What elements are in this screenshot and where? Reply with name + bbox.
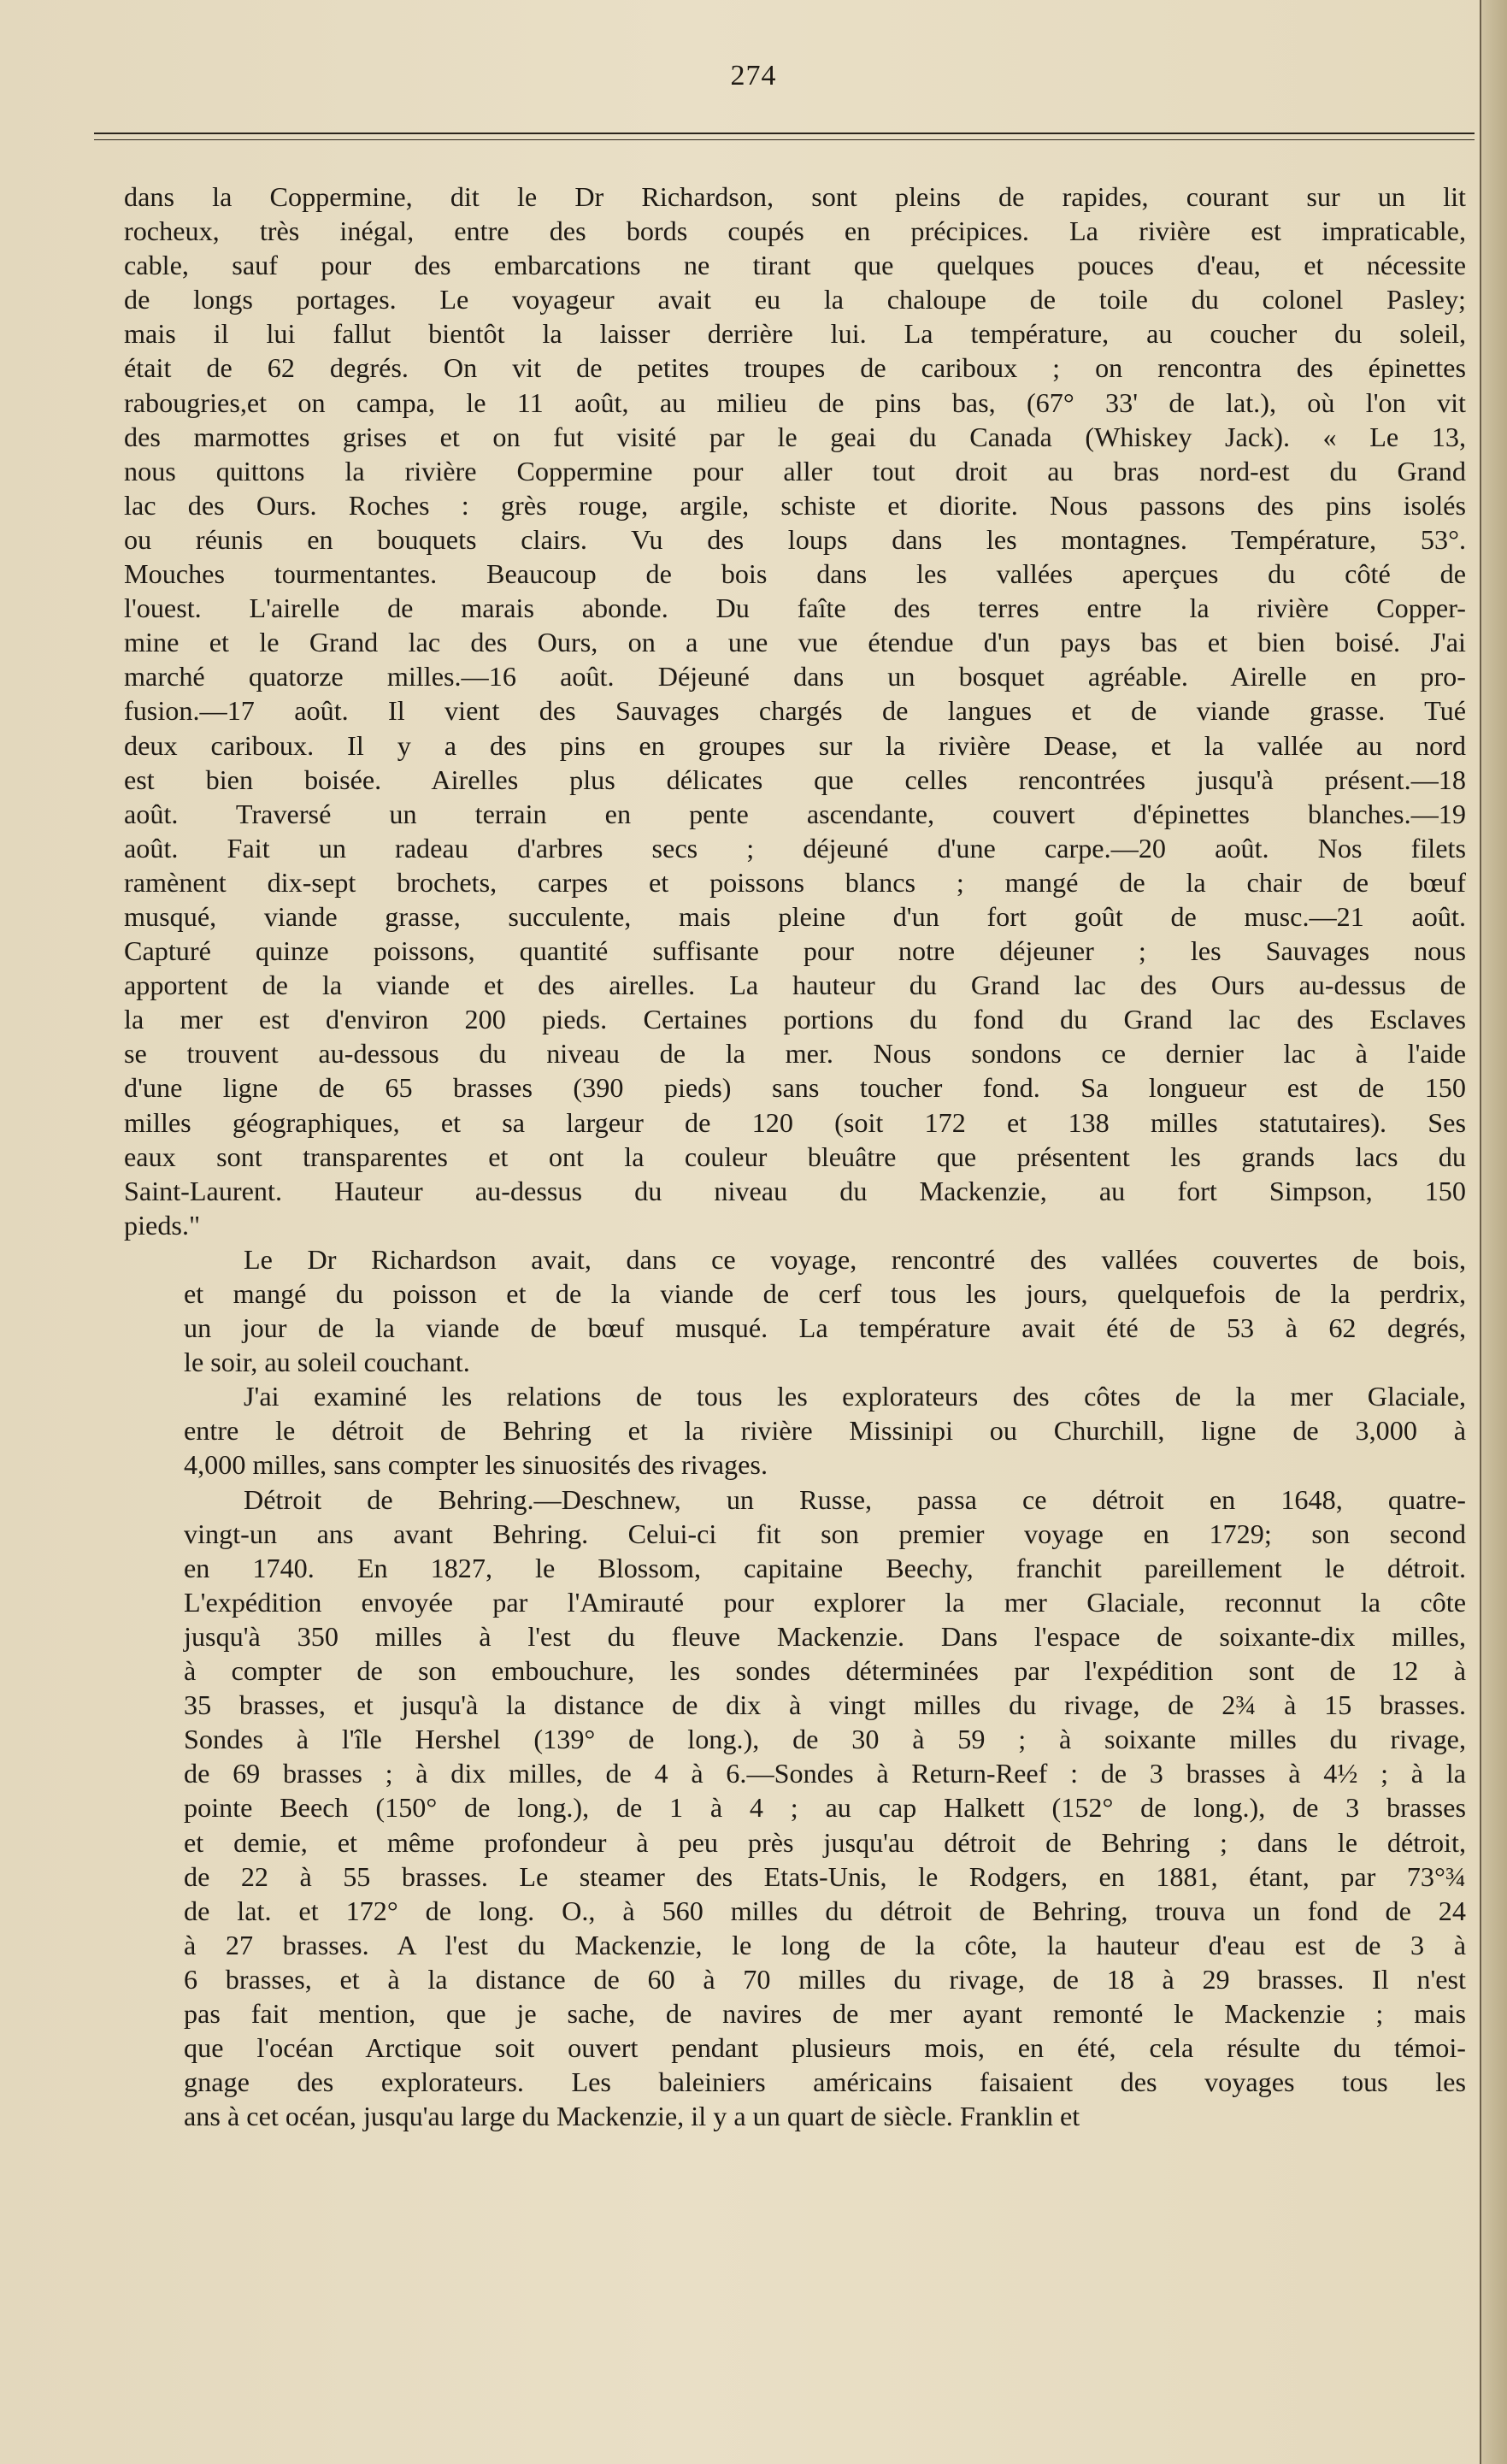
text-line: 6 brasses, et à la distance de 60 à 70 milles du rivage, de 18 à 29 brasses. Il n'est (184, 1963, 1466, 1995)
text-line: de lat. et 172° de long. O., à 560 milles du détroit de Behring, trouva un fond de 24 (184, 1895, 1466, 1926)
text-line: Saint-Laurent. Hauteur au-dessus du niveau du Mackenzie, au fort Simpson, 150 (124, 1175, 1466, 1206)
text-line: pieds." (124, 1209, 201, 1241)
text-line: de 22 à 55 brasses. Le steamer des Etats-Unis, le Rodgers, en 1881, étant, par 73°¾ (184, 1860, 1466, 1892)
text-line: à compter de son embouchure, les sondes déterminées par l'expédition sont de 12 à (184, 1655, 1466, 1687)
paragraph (124, 1483, 1466, 2134)
text-line: mine et le Grand lac des Ours, on a une vue étendue d'un pays bas et bien boisé. J'ai (124, 627, 1466, 658)
text-line: 35 brasses, et jusqu'à la distance de dix à vingt milles du rivage, de 2¾ à 15 brasses. (184, 1689, 1466, 1721)
binding-gutter (1480, 0, 1507, 2464)
text-line: musqué, viande grasse, succulente, mais pleine d'un fort goût de musc.—21 août. (124, 900, 1466, 932)
text-line: lac des Ours. Roches : grès rouge, argile, schiste et diorite. Nous passons des pins isolés (124, 489, 1466, 521)
text-line: se trouvent au-dessous du niveau de la mer. Nous sondons ce dernier lac à l'aide (124, 1038, 1466, 1070)
text-line: est bien boisée. Airelles plus délicates que celles rencontrées jusqu'à présent.—18 (124, 763, 1466, 795)
text-line: rabougries,et on campa, le 11 août, au milieu de pins bas, (67° 33' de lat.), où l'on vit (124, 386, 1466, 418)
text-line: août. Traversé un terrain en pente ascendante, couvert d'épinettes blanches.—19 (124, 798, 1466, 829)
text-line: de 69 brasses ; à dix milles, de 4 à 6.—Sondes à Return-Reef : de 3 brasses à 4½ ; à la (184, 1758, 1466, 1789)
text-line: en 1740. En 1827, le Blossom, capitaine Beechy, franchit pareillement le détroit. (184, 1552, 1466, 1583)
text-line: mais il lui fallut bientôt la laisser derrière lui. La température, au coucher du soleil, (124, 318, 1466, 350)
paragraph (124, 1379, 1466, 1482)
text-line: pas fait mention, que je sache, de navires de mer ayant remonté le Mackenzie ; mais (184, 1997, 1466, 2029)
text-line: Le Dr Richardson avait, dans ce voyage, rencontré des vallées couvertes de bois, (244, 1243, 1466, 1275)
text-line: ramènent dix-sept brochets, carpes et poissons blancs ; mangé de la chair de bœuf (124, 866, 1466, 898)
paragraph (124, 1242, 1466, 1379)
text-line: 4,000 milles, sans compter les sinuosités des rivages. (184, 1449, 768, 1481)
text-line: et demie, et même profondeur à peu près jusqu'au détroit de Behring ; dans le détroit, (184, 1826, 1466, 1858)
text-line: la mer est d'environ 200 pieds. Certaines portions du fond du Grand lac des Esclaves (124, 1004, 1466, 1035)
text-line: Capturé quinze poissons, quantité suffisante pour notre déjeuner ; les Sauvages nous (124, 935, 1466, 967)
text-line: marché quatorze milles.—16 août. Déjeuné dans un bosquet agréable. Airelle en pro- (124, 661, 1466, 693)
text-line: rocheux, très inégal, entre des bords coupés en précipices. La rivière est impraticable, (124, 215, 1466, 247)
text-line: ou réunis en bouquets clairs. Vu des loups dans les montagnes. Température, 53°. (124, 523, 1466, 555)
body-text (124, 180, 1466, 2133)
text-line: entre le détroit de Behring et la rivière Missinipi ou Churchill, ligne de 3,000 à (184, 1415, 1466, 1447)
text-line: Sondes à l'île Hershel (139° de long.), de 30 à 59 ; à soixante milles du rivage, (184, 1724, 1466, 1755)
text-line: ans à cet océan, jusqu'au large du Mackenzie, il y a un quart de siècle. Franklin et (184, 2101, 1080, 2132)
text-line: des marmottes grises et on fut visité par le geai du Canada (Whiskey Jack). « Le 13, (124, 421, 1466, 452)
text-line: J'ai examiné les relations de tous les explorateurs des côtes de la mer Glaciale, (244, 1381, 1466, 1412)
text-line: pointe Beech (150° de long.), de 1 à 4 ; au cap Halkett (152° de long.), de 3 brasses (184, 1792, 1466, 1824)
text-line: que l'océan Arctique soit ouvert pendant plusieurs mois, en été, cela résulte du témoi- (184, 2032, 1466, 2064)
text-line: milles géographiques, et sa largeur de 120 (soit 172 et 138 milles statutaires). Ses (124, 1106, 1466, 1138)
text-line: apportent de la viande et des airelles. La hauteur du Grand lac des Ours au-dessus de (124, 970, 1466, 1001)
text-line: vingt-un ans avant Behring. Celui-ci fit son premier voyage en 1729; son second (184, 1518, 1466, 1549)
text-line: Mouches tourmentantes. Beaucoup de bois dans les vallées aperçues du côté de (124, 558, 1466, 590)
text-line: le soir, au soleil couchant. (184, 1347, 470, 1378)
text-line: l'ouest. L'airelle de marais abonde. Du faîte des terres entre la rivière Copper- (124, 592, 1466, 624)
text-line: de longs portages. Le voyageur avait eu la chaloupe de toile du colonel Pasley; (124, 284, 1466, 315)
text-line: août. Fait un radeau d'arbres secs ; déjeuné d'une carpe.—20 août. Nos filets (124, 832, 1466, 864)
text-line: fusion.—17 août. Il vient des Sauvages chargés de langues et de viande grasse. Tué (124, 695, 1466, 727)
text-line: eaux sont transparentes et ont la couleur bleuâtre que présentent les grands lacs du (124, 1141, 1466, 1172)
text-line: cable, sauf pour des embarcations ne tirant que quelques pouces d'eau, et nécessite (124, 250, 1466, 281)
text-line: dans la Coppermine, dit le Dr Richardson, sont pleins de rapides, courant sur un lit (124, 181, 1466, 212)
header-rule (94, 133, 1475, 140)
text-line: deux cariboux. Il y a des pins en groupes sur la rivière Dease, et la vallée au nord (124, 729, 1466, 761)
text-line: gnage des explorateurs. Les baleiniers américains faisaient des voyages tous les (184, 2066, 1466, 2098)
text-line: L'expédition envoyée par l'Amirauté pour explorer la mer Glaciale, reconnut la côte (184, 1586, 1466, 1618)
text-line: nous quittons la rivière Coppermine pour aller tout droit au bras nord-est du Grand (124, 455, 1466, 486)
text-line: jusqu'à 350 milles à l'est du fleuve Mackenzie. Dans l'espace de soixante-dix milles, (184, 1620, 1466, 1652)
text-line: et mangé du poisson et de la viande de cerf tous les jours, quelquefois de la perdrix, (184, 1278, 1466, 1309)
page-number: 274 (730, 60, 777, 91)
text-line: un jour de la viande de bœuf musqué. La température avait été de 53 à 62 degrés, (184, 1312, 1466, 1344)
text-line: à 27 brasses. A l'est du Mackenzie, le long de la côte, la hauteur d'eau est de 3 à (184, 1929, 1466, 1960)
text-line: Détroit de Behring.—Deschnew, un Russe, passa ce détroit en 1648, quatre- (244, 1483, 1466, 1515)
text-line: d'une ligne de 65 brasses (390 pieds) sans toucher fond. Sa longueur est de 150 (124, 1072, 1466, 1104)
text-line: était de 62 degrés. On vit de petites troupes de cariboux ; on rencontra des épinettes (124, 352, 1466, 384)
paragraph (124, 180, 1466, 1242)
